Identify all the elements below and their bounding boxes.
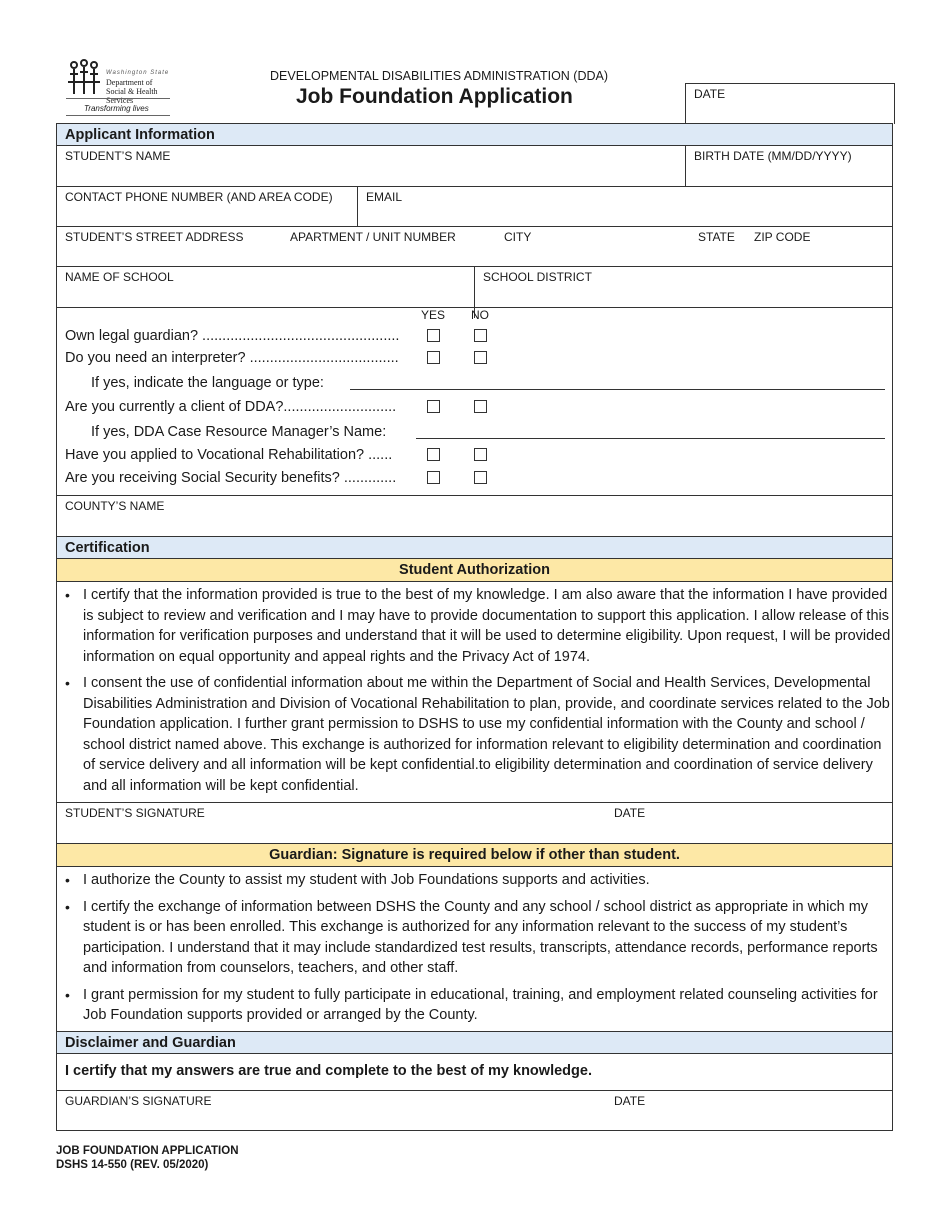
dda-client-yes-checkbox[interactable] — [427, 400, 440, 413]
date-field[interactable] — [685, 83, 895, 124]
apartment-field[interactable]: APARTMENT / UNIT NUMBER — [290, 230, 456, 244]
question-voc-rehab: Have you applied to Vocational Rehabilitation? ...... — [65, 447, 393, 463]
guardian-signature-field[interactable]: GUARDIAN’S SIGNATURE — [65, 1094, 212, 1108]
birth-date-field[interactable]: BIRTH DATE (MM/DD/YYYY) — [694, 149, 852, 163]
row-county — [57, 496, 892, 537]
questions-block — [57, 308, 892, 496]
guardian-permission-bullet: • I grant permission for my student to fully participate in educational, training, and employment related counseling activities for Job Foundation supports provided or arranged by the County. — [57, 985, 892, 1026]
student-signature-date-field[interactable]: DATE — [614, 806, 646, 820]
row-contact — [57, 187, 892, 227]
zip-code-field[interactable]: ZIP CODE — [754, 230, 811, 244]
city-field[interactable]: CITY — [504, 230, 532, 244]
row-student-signature — [57, 803, 892, 844]
no-header: NO — [471, 308, 489, 322]
student-certify-bullet: • I certify that the information provided is true to the best of my knowledge. I am also aware that the information I have provided is subject to review and verification and I may have to provide documentation to support this application. I allow release of this information for verification purposes and understand that it will be used to determine eligibility. Upon request, I will be provided information on equal opportunity and appeal rights and the Privacy Act of 1974. — [57, 585, 892, 667]
disclaimer-statement: I certify that my answers are true and complete to the best of my knowledge. — [57, 1054, 892, 1091]
question-legal-guardian: Own legal guardian? ................................................. — [65, 328, 400, 344]
dshs-logo — [64, 58, 172, 116]
date-label: DATE — [694, 87, 726, 101]
student-authorization-text — [57, 582, 892, 803]
footer-form-number: DSHS 14-550 (REV. 05/2020) — [56, 1159, 209, 1171]
voc-rehab-yes-checkbox[interactable] — [427, 448, 440, 461]
crm-name-input-line[interactable] — [416, 438, 885, 439]
guardian-authorize-bullet: • I authorize the County to assist my student with Job Foundations supports and activities. — [57, 870, 892, 891]
dda-client-no-checkbox[interactable] — [474, 400, 487, 413]
language-input-line[interactable] — [350, 389, 885, 390]
student-consent-bullet: • I consent the use of confidential information about me within the Department of Social and Health Services, Developmental Disabilities Administration and Division of Vocational Rehabilitation to plan, provide, and coordinate services related to the Job Foundation application. I further grant permission to DSHS to use my confidential information with the County and school / school district named above. This exchange is authorized for information relevant to eligibility determination and coordination of service delivery and all information will be kept confidential.to eligibility determination and coordination of service delivery and all information will be kept confidential. — [57, 673, 892, 796]
state-field[interactable]: STATE — [698, 230, 735, 244]
page-title: Job Foundation Application — [296, 85, 573, 108]
county-name-field[interactable]: COUNTY’S NAME — [65, 499, 165, 513]
legal-guardian-no-checkbox[interactable] — [474, 329, 487, 342]
school-name-field[interactable]: NAME OF SCHOOL — [65, 270, 174, 284]
application-form — [56, 123, 893, 1131]
question-dda-client: Are you currently a client of DDA?............................ — [65, 399, 397, 415]
row-student-name — [57, 146, 892, 187]
row-address — [57, 227, 892, 267]
school-district-field[interactable]: SCHOOL DISTRICT — [483, 270, 592, 284]
social-security-yes-checkbox[interactable] — [427, 471, 440, 484]
question-interpreter: Do you need an interpreter? ..................................... — [65, 350, 399, 366]
interpreter-yes-checkbox[interactable] — [427, 351, 440, 364]
footer-form-name: JOB FOUNDATION APPLICATION — [56, 1145, 239, 1157]
yes-header: YES — [421, 308, 446, 322]
phone-field[interactable]: CONTACT PHONE NUMBER (AND AREA CODE) — [65, 190, 333, 204]
row-guardian-signature — [57, 1091, 892, 1132]
section-applicant-information: Applicant Information — [57, 124, 892, 146]
agency-name: DEVELOPMENTAL DISABILITIES ADMINISTRATION (DDA) — [270, 69, 609, 83]
logo-state: Washington State — [106, 70, 170, 76]
student-authorization-header: Student Authorization — [57, 559, 892, 582]
student-name-field[interactable]: STUDENT’S NAME — [65, 149, 171, 163]
row-school — [57, 267, 892, 308]
student-signature-field[interactable]: STUDENT’S SIGNATURE — [65, 806, 205, 820]
logo-tagline: Transforming lives — [84, 104, 149, 113]
interpreter-no-checkbox[interactable] — [474, 351, 487, 364]
guardian-signature-date-field[interactable]: DATE — [614, 1094, 646, 1108]
street-address-field[interactable]: STUDENT’S STREET ADDRESS — [65, 230, 244, 244]
guardian-exchange-bullet: • I certify the exchange of information between DSHS the County and any school / school district as appropriate in which my student is or has been enrolled. This exchange is authorized for any information relevant to the success of my student’s participation. I understand that it may include standardized test results, transcripts, attendance records, performance reports and information from counselors, teachers, and other staff. — [57, 897, 892, 979]
email-field[interactable]: EMAIL — [366, 190, 403, 204]
question-social-security: Are you receiving Social Security benefits? ............. — [65, 470, 397, 486]
question-language: If yes, indicate the language or type: — [91, 375, 324, 391]
guardian-authorization-text — [57, 867, 892, 1032]
section-disclaimer-guardian: Disclaimer and Guardian — [57, 1032, 892, 1054]
question-crm-name: If yes, DDA Case Resource Manager’s Name: — [91, 424, 387, 440]
voc-rehab-no-checkbox[interactable] — [474, 448, 487, 461]
guardian-signature-header: Guardian: Signature is required below if other than student. — [57, 844, 892, 867]
social-security-no-checkbox[interactable] — [474, 471, 487, 484]
dshs-emblem-icon — [64, 58, 104, 98]
legal-guardian-yes-checkbox[interactable] — [427, 329, 440, 342]
logo-department: Department of Social & Health Services — [106, 78, 158, 105]
section-certification: Certification — [57, 537, 892, 559]
